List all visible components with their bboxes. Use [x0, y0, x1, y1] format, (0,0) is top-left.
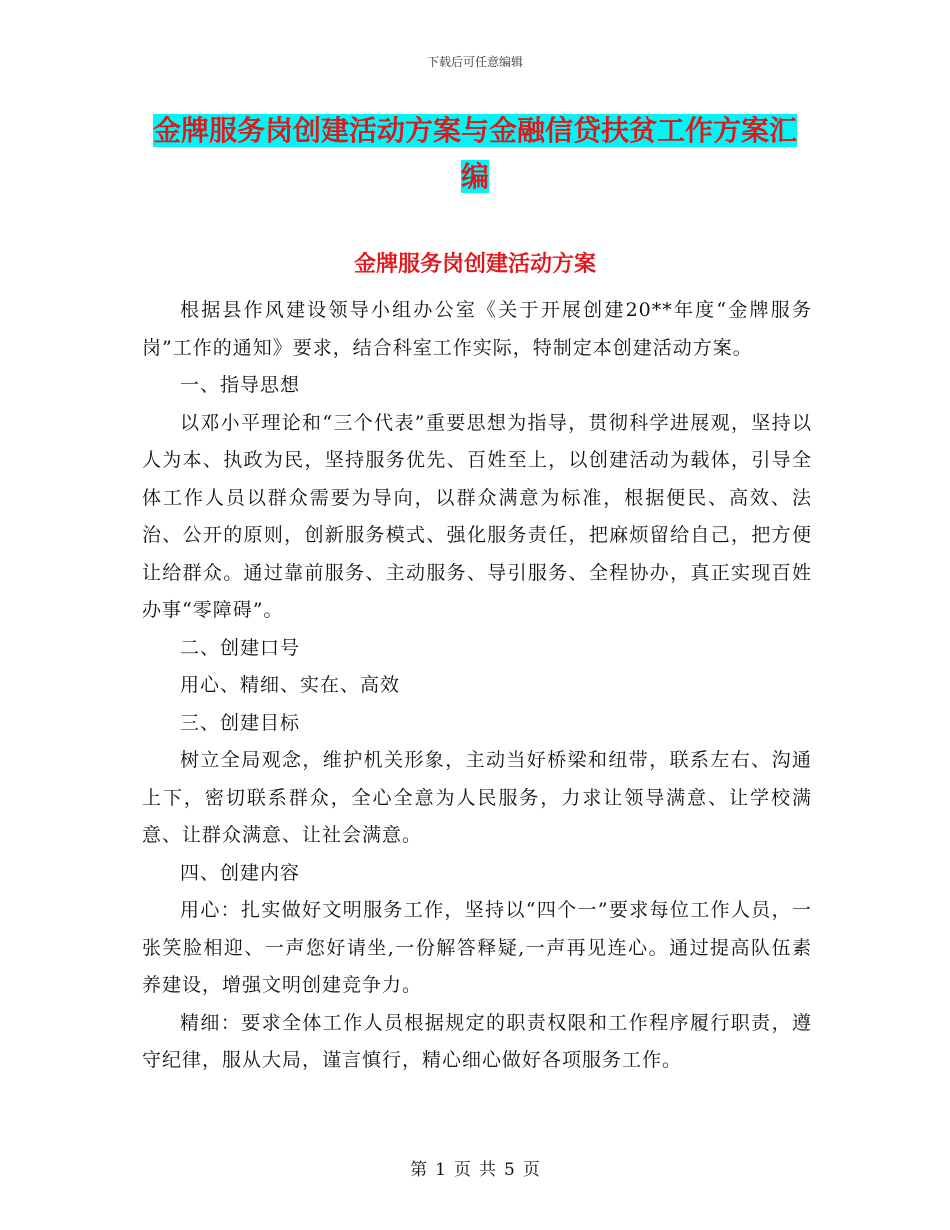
paragraph-content-refined: 精细：要求全体工作人员根据规定的职责权限和工作程序履行职责，遵守纪律，服从大局，谨言慎行，精心细心做好各项服务工作。	[142, 1011, 812, 1071]
heading-content: 四、创建内容	[180, 861, 301, 884]
paragraph-guiding-thought: 以邓小平理论和“三个代表”重要思想为指导，贯彻科学进展观，坚持以人为本、执政为民，坚持服务优先、百姓至上，以创建活动为载体，引导全体工作人员以群众需要为导向，以群众满意为标准，根据便民、高效、法治、公开的原则，创新服务模式、强化服务责任，把麻烦留给自己，把方便让给群众。通过靠前服务、主动服务、导引服务、全程协办，真正实现百姓办事“零障碍”。	[142, 411, 812, 621]
section-title: 金牌服务岗创建活动方案	[353, 252, 596, 277]
footer-page-number: 1	[435, 1160, 446, 1180]
footer-page-unit: 页	[454, 1160, 471, 1180]
paragraph-intro: 根据县作风建设领导小组办公室《关于开展创建20**年度“金牌服务岗”工作的通知》要求，结合科室工作实际，特制定本创建活动方案。	[142, 299, 812, 359]
heading-guiding-thought: 一、指导思想	[180, 374, 301, 396]
footer-total-pages: 5	[504, 1160, 515, 1180]
heading-slogan: 二、创建口号	[180, 636, 301, 659]
paragraph-content-heart: 用心：扎实做好文明服务工作，坚持以“四个一”要求每位工作人员，一张笑脸相迎、一声您好请坐,一份解答释疑,一声再见连心。通过提高队伍素养建设，增强文明创建竞争力。	[142, 899, 812, 996]
document-title-line1: 金牌服务岗创建活动方案与金融信贷扶贫工作方案汇	[152, 114, 797, 147]
document-body	[142, 292, 812, 1080]
paragraph-slogan: 用心、精细、实在、高效	[180, 674, 401, 696]
document-title-line2: 编	[460, 160, 489, 193]
footer-total-unit: 页	[522, 1160, 540, 1180]
heading-goals: 三、创建目标	[180, 711, 301, 734]
footer-prefix: 第	[410, 1160, 428, 1180]
footer-total-prefix: 共	[479, 1160, 496, 1180]
paragraph-goals: 树立全局观念，维护机关形象，主动当好桥梁和纽带，联系左右、沟通上下，密切联系群众，全心全意为人民服务，力求让领导满意、让学校满意、让群众满意、让社会满意。	[142, 749, 812, 846]
page-footer	[0, 1155, 950, 1180]
document-title	[140, 108, 810, 200]
page-header-note: 下载后可任意编辑	[426, 55, 523, 69]
